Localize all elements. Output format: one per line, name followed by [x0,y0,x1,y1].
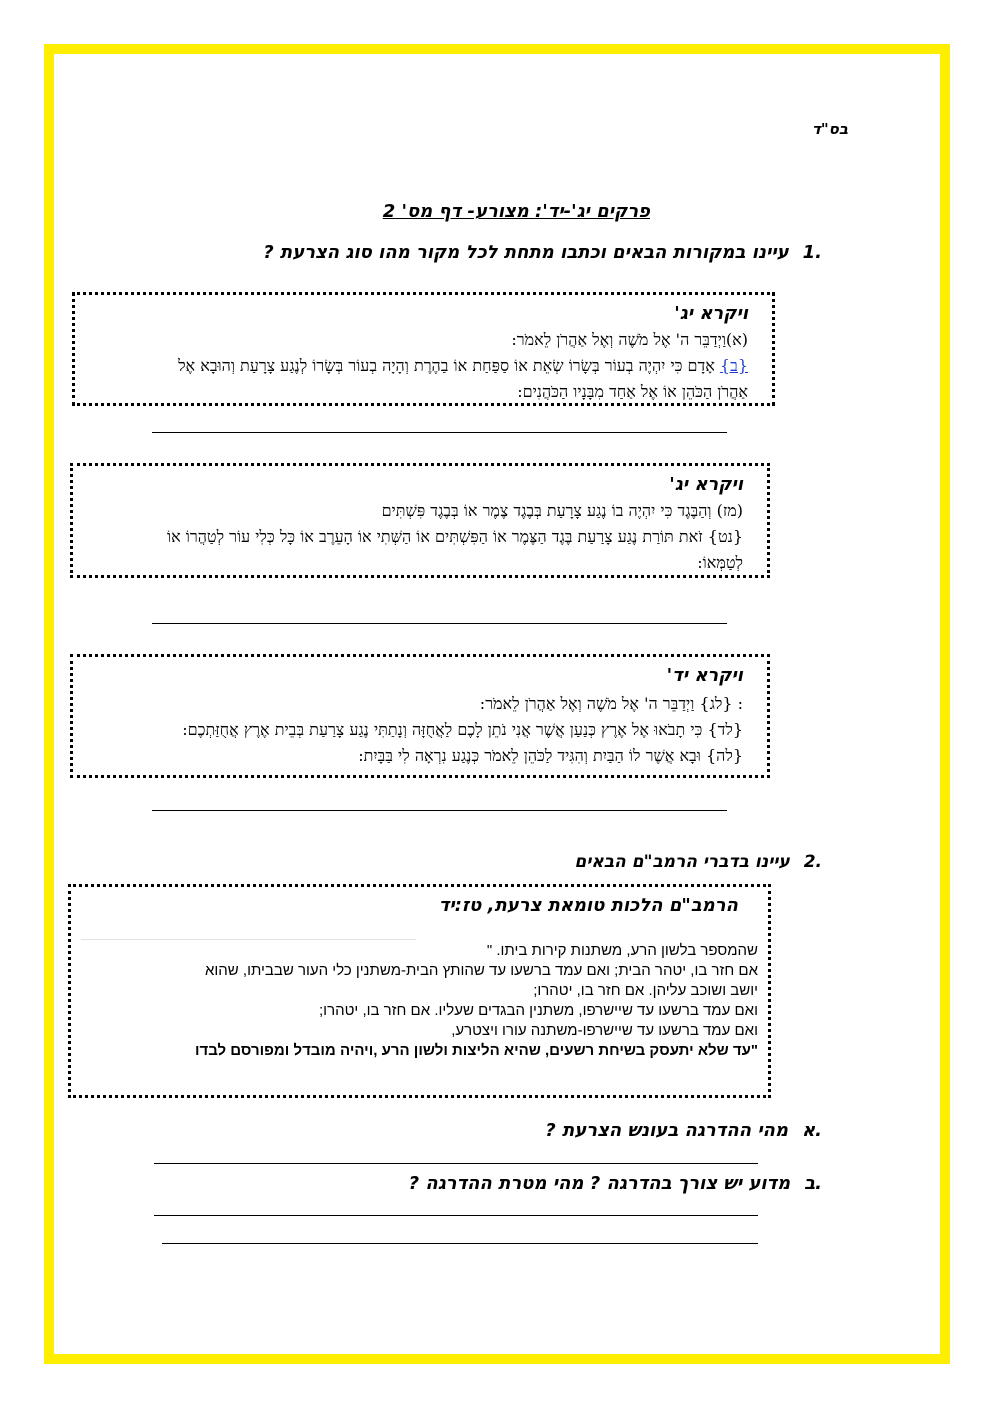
verse-line [93,498,743,524]
answer-line-3[interactable] [152,810,727,811]
verse-line [93,743,743,769]
answer-line-a[interactable] [154,1163,758,1164]
rambam-line: יושב ושוכב עליהן. אם חזר בו, יטהרו; [533,982,758,999]
verse-line [95,353,748,379]
answer-line-1[interactable] [152,432,727,433]
source-box-2 [70,463,770,578]
verse-line [93,717,743,743]
source-title-2: ויקרא יג' [669,474,743,495]
verse-ref-link[interactable]: {ב} [719,356,748,375]
verse-text: {לה} וּבָא אֲשֶׁר לוֹ הַבַּיִת וְהִגִּיד לַכֹּהֵן לֵאמֹר כְּנֶגַע נִרְאָה לִי בַּבָּיִת: [358,746,743,765]
subquestion-b-text: מדוע יש צורך בהדרגה ? מהי מטרת ההדרגה ? [408,1173,791,1194]
question-2 [575,852,822,872]
subquestion-a-text: מהי ההדרגה בעונש הצרעת ? [545,1120,789,1141]
rambam-source-title: הרמב"ם הלכות טומאת צרעת, טז:יד [438,895,738,916]
verse-text: {נט} זֹאת תּוֹרַת נֶגַע צָרַעַת בֶּגֶד הַצֶּמֶר אוֹ הַפִּשְׁתִּים אוֹ הַשְּׁתִי אוֹ הָעֵרֶב אוֹ כָּל כְּלִי עוֹר לְטַהֲרוֹ אוֹ [166,527,743,546]
answer-line-b1[interactable] [154,1215,758,1216]
rambam-line: שהמספר בלשון הרע, משתנות קירות ביתו. " [486,942,758,959]
question-1 [263,242,822,263]
question-2-text: עיינו בדברי הרמב"ם הבאים [574,852,790,872]
verse-text: : {לג} וַיְדַבֵּר ה' אֶל מֹשֶׁה וְאֶל אַהֲרֹן לֵאמֹר: [479,694,743,713]
verse-text: לְטַמְּאוֹ: [697,553,743,572]
page-title: פרקים יג'-יד': מצורע- דף מס' 2 [382,201,650,222]
verse-line [93,524,743,550]
answer-line-b2[interactable] [162,1243,758,1244]
source-title-1: ויקרא יג' [674,303,748,324]
bss-label: בס"ד [812,120,848,138]
answer-line-2[interactable] [152,623,727,624]
rambam-line: ואם עמד ברשעו עד שיישרפו-משתנה עורו ויצטרע, [451,1022,758,1039]
verse-text: (מז) וְהַבֶּגֶד כִּי יִהְיֶה בוֹ נֶגַע צָרָעַת בְּבֶגֶד צֶמֶר אוֹ בְּבֶגֶד פִּשְׁתִּים [381,501,743,520]
verse-text: {לד} כִּי תָבֹאוּ אֶל אֶרֶץ כְּנַעַן אֲשֶׁר אֲנִי נֹתֵן לָכֶם לַאֲחֻזָּה וְנָתַתִּי נֶגַע צָרַעַת בְּבֵית אֶרֶץ אֲחֻזַּתְכֶם: [182,720,743,739]
source-title-3: ויקרא יד' [666,665,743,686]
question-1-text: עיינו במקורות הבאים וכתבו מתחת לכל מקור מהו סוג הצרעת ? [263,242,789,263]
verse-text: אָדָם כִּי יִהְיֶה בְעוֹר בְּשָׂרוֹ שְׂאֵת אוֹ סַפַּחַת אוֹ בַהֶרֶת וְהָיָה בְעוֹר בְּשָׂרוֹ לְנֶגַע צָרָעַת וְהוּבָא אֶל [178,356,720,375]
verse-text: אַהֲרֹן הַכֹּהֵן אוֹ אֶל אַחַד מִבָּנָיו הַכֹּהֲנִים: [517,382,748,401]
question-2-number: .2 [803,852,822,872]
source-text-1 [95,327,748,405]
verse-line [95,327,748,353]
faint-divider [81,939,416,940]
rambam-box [68,884,771,1098]
rambam-line: ואם עמד ברשעו עד שיישרפו, משתנין הבגדים שעליו. אם חזר בו, יטהרו; [319,1002,758,1019]
subquestion-a-letter: .א [802,1120,822,1141]
source-text-3 [93,691,743,769]
verse-line [93,691,743,717]
subquestion-a [545,1120,822,1141]
source-box-1 [72,292,775,406]
verse-line [95,379,748,405]
subquestion-b [409,1173,822,1194]
question-1-number: .1 [802,242,822,263]
verse-line [93,550,743,576]
rambam-line-bold: "עד שלא יתעסק בשיחת רשעים, שהיא הליצות ולשון הרע ,ויהיה מובדל ומפורסם לבדו [194,1042,758,1059]
verse-text: (א)וַיְדַבֵּר ה' אֶל מֹשֶׁה וְאֶל אַהֲרֹן לֵאמֹר: [511,330,748,349]
rambam-line: אם חזר בו, יטהר הבית; ואם עמד ברשעו עד שהותץ הבית-משתנין כלי העור שבביתו, שהוא [204,962,758,979]
source-text-2 [93,498,743,576]
source-box-3 [70,654,770,778]
rambam-text [91,941,758,1061]
subquestion-b-letter: .ב [804,1173,822,1194]
